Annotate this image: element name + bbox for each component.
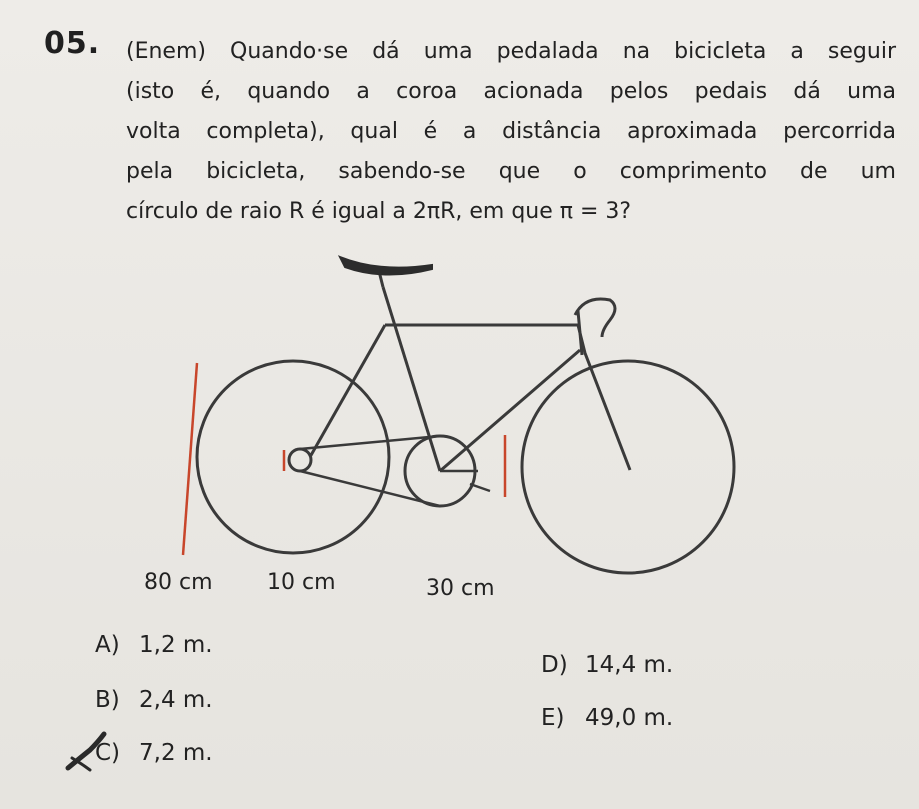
question-line: volta completa), qual é a distância aproximada percorrida (126, 119, 896, 144)
option-text: 2,4 m. (139, 687, 213, 713)
option-text: 49,0 m. (585, 705, 674, 731)
option-b (95, 687, 213, 713)
option-letter: C) (95, 740, 121, 766)
option-letter: B) (95, 687, 120, 713)
option-text: 1,2 m. (139, 632, 213, 658)
option-text: 14,4 m. (585, 652, 674, 678)
rear-wheel (197, 361, 389, 553)
option-a (95, 632, 213, 658)
option-e (541, 705, 673, 731)
sprocket (289, 449, 311, 471)
question-text (126, 32, 896, 232)
frame (310, 267, 630, 471)
option-text: 7,2 m. (139, 740, 213, 766)
question-line: (isto é, quando a coroa acionada pelos pedais dá uma (126, 79, 896, 104)
option-letter: E) (541, 705, 565, 731)
chain (300, 436, 440, 506)
option-d (541, 652, 673, 678)
sprocket-label: 30 cm (426, 576, 495, 601)
question-line: (Enem) Quando·se dá uma pedalada na bicicleta a seguir (126, 39, 896, 64)
option-letter: D) (541, 652, 568, 678)
saddle (340, 257, 432, 275)
bicycle-drawing (140, 245, 760, 615)
option-letter: A) (95, 632, 120, 658)
handwritten-mark (62, 728, 122, 774)
question-line: pela bicicleta, sabendo-se que o comprimento de um (126, 159, 896, 184)
pedal-crank (440, 471, 490, 491)
question-line: círculo de raio R é igual a 2πR, em que π = 3? (126, 199, 632, 224)
rear-wheel-label: 80 cm (144, 570, 213, 595)
question-number: 05. (44, 26, 101, 61)
crown-label: 10 cm (267, 570, 336, 595)
rear-wheel-measure (183, 363, 197, 555)
bicycle-figure (140, 245, 760, 615)
